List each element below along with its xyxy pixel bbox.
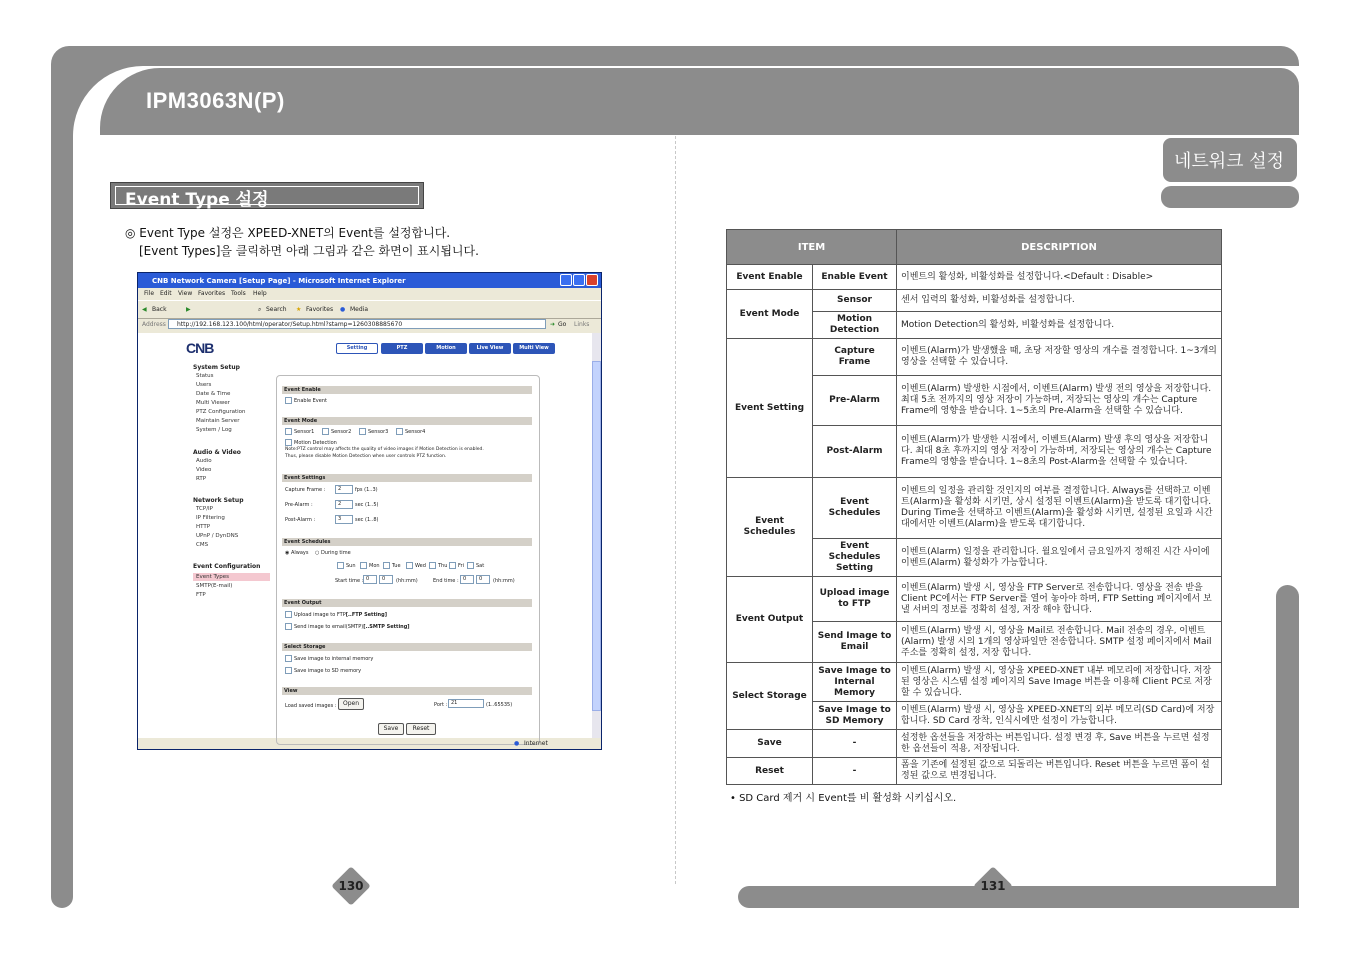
- tab-setting[interactable]: Setting: [336, 343, 378, 354]
- section-title-text: Event Type 설정: [125, 190, 269, 210]
- table-row: Event Schedules Event Schedules 이벤트의 일정을 관리할 것인지의 여부를 결정합니다. Always를 선택하고 이벤트(Alarm)을 활성화 시키면, 상시 설정된 이벤트(Alarm)을 받도록 대기합니다. During Time을 선택하고 이벤트(Alarm)을 활성화 시키면, 설정된 요일과 시간대에서만 이벤트(Alarm)을 받도록 대기합니다.: [727, 478, 1222, 539]
- post-alarm-label: Post-Alarm :: [285, 517, 316, 523]
- menu-item[interactable]: PTZ Configuration: [196, 409, 246, 415]
- day-wed[interactable]: Wed: [406, 562, 426, 569]
- header-description: DESCRIPTION: [897, 230, 1222, 265]
- links-label[interactable]: Links: [574, 321, 590, 328]
- start-minute-input[interactable]: 0: [379, 575, 393, 584]
- status-bar: [138, 739, 601, 749]
- maximize-icon[interactable]: [573, 274, 585, 286]
- port-label: Port :: [434, 702, 448, 708]
- spec-table: [726, 229, 1222, 785]
- sensor3-checkbox[interactable]: Sensor3: [359, 428, 388, 435]
- event-output-header: Event Output: [282, 599, 532, 607]
- day-fri[interactable]: Fri: [449, 562, 464, 569]
- menu-tools[interactable]: Tools: [231, 290, 246, 297]
- browser-toolbar: [138, 300, 601, 319]
- forward-icon[interactable]: ▶: [186, 306, 191, 313]
- address-input[interactable]: http://192.168.123.100/html/operator/Setup.html?stamp=1260308885670: [168, 319, 546, 329]
- view-header: View: [282, 687, 532, 695]
- menu-item[interactable]: Maintain Server: [196, 418, 240, 424]
- table-row: Send Image to Email 이벤트(Alarm) 발생 시, 영상을 Mail로 전송합니다. Mail 전송의 경우, 이벤트(Alarm) 발생 시의 1개의 영상파일만 전송합니다. SMTP 설정 페이지에서 Mail 주소를 정확히 설정, 저장 합니다.: [727, 622, 1222, 663]
- ptz-note-1: Note:PTZ control may affects the quality of video images if Motion Detection is enabled.: [285, 447, 484, 452]
- menu-group-audio-video: Audio & Video: [193, 449, 241, 456]
- header-item: ITEM: [727, 230, 897, 265]
- port-range: (1..65535): [486, 702, 513, 708]
- chapter-tab-label: 네트워크 설정: [1174, 151, 1285, 172]
- right-frame-bar: [1276, 585, 1299, 908]
- menu-item[interactable]: Users: [196, 382, 212, 388]
- table-header-row: [727, 230, 1222, 265]
- pre-alarm-unit: sec (1..5): [355, 502, 379, 508]
- address-bar: Address http://192.168.123.100/html/operator/Setup.html?stamp=1260308885670 ➜ Go Links: [142, 321, 590, 328]
- bottom-frame-bar: [738, 886, 1299, 908]
- pre-alarm-select[interactable]: 2: [335, 500, 353, 509]
- sensor4-checkbox[interactable]: Sensor4: [396, 428, 425, 435]
- go-button[interactable]: Go: [558, 321, 567, 328]
- media-icon[interactable]: ●: [340, 306, 346, 313]
- table-row: Select Storage Save Image to Internal Memory 이벤트(Alarm) 발생 시, 영상을 XPEED-XNET 내부 메모리에 저장합니다. 저장된 영상은 시스템 설정 페이지의 Save Image 버튼을 이용해 Client PC로 저장 할 수 있습니다.: [727, 663, 1222, 702]
- page-scrollbar[interactable]: [592, 333, 601, 738]
- day-sat[interactable]: Sat: [467, 562, 484, 569]
- capture-frame-unit: fps (1..3): [355, 487, 378, 493]
- select-storage-header: Select Storage: [282, 643, 532, 651]
- port-input[interactable]: 21: [448, 699, 484, 708]
- table-row: Event Schedules Setting 이벤트(Alarm) 일정을 관리합니다. 월요일에서 금요일까지 정해진 시간 사이에 이벤트(Alarm) 활성화가 가능합니다.: [727, 539, 1222, 577]
- sensor1-checkbox[interactable]: Sensor1: [285, 428, 314, 435]
- upload-ftp-checkbox[interactable]: Upload image to FTP[..FTP Setting]: [285, 611, 387, 618]
- tab-ptz[interactable]: PTZ: [381, 343, 423, 354]
- smtp-setting-link: [..SMTP Setting]: [363, 624, 410, 630]
- form-save-button[interactable]: Save: [378, 723, 404, 735]
- always-radio[interactable]: ◉ Always: [285, 550, 309, 556]
- menu-view[interactable]: View: [178, 290, 193, 297]
- menu-item[interactable]: IP Filtering: [196, 515, 225, 521]
- enable-event-checkbox[interactable]: Enable Event: [285, 397, 327, 404]
- menu-item[interactable]: Video: [196, 467, 212, 473]
- go-icon[interactable]: ➜: [550, 321, 556, 328]
- menu-item[interactable]: SMTP(E-mail): [196, 583, 233, 589]
- start-hhmm: (hh:mm): [396, 578, 418, 584]
- save-internal-checkbox[interactable]: Save image to internal memory: [285, 655, 373, 662]
- table-row: Reset - 폼을 기존에 설정된 값으로 되돌리는 버튼입니다. Reset 버튼을 누르면 폼이 설정된 값으로 변경됩니다.: [727, 758, 1222, 785]
- table-row: Post-Alarm 이벤트(Alarm)가 발생한 시점에서, 이벤트(Alarm) 발생 후의 영상을 저장합니다. 최대 8초 후까지의 영상 저장이 가능하며, 저장되는 영상의 개수는 Capture Frame의 영향을 받습니다. 1~8초의 Post-Alarm을 선택할 수 있습니다.: [727, 426, 1222, 478]
- tab-live-view[interactable]: Live View: [469, 343, 511, 354]
- sensor2-checkbox[interactable]: Sensor2: [322, 428, 351, 435]
- post-alarm-select[interactable]: 3: [335, 515, 353, 524]
- menu-item[interactable]: HTTP: [196, 524, 211, 530]
- menu-item[interactable]: System / Log: [196, 427, 232, 433]
- tab-motion[interactable]: Motion: [425, 343, 467, 354]
- internet-zone-icon: ●: [514, 740, 520, 747]
- menu-item[interactable]: RTP: [196, 476, 207, 482]
- menu-item[interactable]: UPnP / DynDNS: [196, 533, 239, 539]
- load-saved-label: Load saved images :: [285, 703, 337, 709]
- table-row: Motion Detection Motion Detection의 활성화, 비활성화를 설정합니다.: [727, 312, 1222, 339]
- menu-item-event-types[interactable]: Event Types: [196, 574, 230, 580]
- menu-help[interactable]: Help: [253, 290, 267, 297]
- event-enable-header: Event Enable: [282, 386, 532, 394]
- menu-item[interactable]: Status: [196, 373, 214, 379]
- table-row: Save Image to SD Memory 이벤트(Alarm) 발생 시, 영상을 XPEED-XNET의 외부 메모리(SD Card)에 저장합니다. SD Card 장착, 인식시에만 설정이 가능합니다.: [727, 702, 1222, 730]
- end-time-label: End time :: [433, 578, 459, 584]
- end-hhmm: (hh:mm): [493, 578, 515, 584]
- day-sun[interactable]: Sun: [337, 562, 356, 569]
- menu-favorites[interactable]: Favorites: [198, 290, 226, 297]
- document-title: IPM3063N(P): [146, 88, 285, 113]
- ftp-setting-link: [..FTP Setting]: [345, 612, 387, 618]
- page-number-left: 130: [338, 879, 364, 893]
- ptz-note-2: Thus, please disable Motion Detection when user controls PTZ function.: [285, 454, 447, 459]
- form-reset-button[interactable]: Reset: [406, 723, 436, 735]
- table-row: Event Mode Sensor 센서 입력의 활성화, 비활성화를 설정합니다.: [727, 290, 1222, 312]
- favorites-button[interactable]: Favorites: [306, 306, 334, 313]
- tab-multi-view[interactable]: Multi View: [513, 343, 555, 354]
- table-row: Save - 설정한 옵션들을 저장하는 버튼입니다. 설정 변경 후, Save 버튼을 누르면 설정한 옵션들이 적용, 저장됩니다.: [727, 730, 1222, 758]
- capture-frame-select[interactable]: 2: [335, 485, 353, 494]
- event-schedules-header: Event Schedules: [282, 538, 532, 546]
- day-tue[interactable]: Tue: [383, 562, 401, 569]
- end-minute-input[interactable]: 0: [476, 575, 490, 584]
- during-time-radio[interactable]: ○ During time: [315, 550, 351, 556]
- save-sd-checkbox[interactable]: Save image to SD memory: [285, 667, 361, 674]
- window-titlebar: CNB Network Camera [Setup Page] - Microsoft Internet Explorer: [138, 273, 601, 288]
- post-alarm-unit: sec (1..8): [355, 517, 379, 523]
- event-settings-header: Event Settings: [282, 474, 532, 482]
- menu-bar: [138, 288, 601, 299]
- end-hour-input[interactable]: 0: [460, 575, 474, 584]
- open-button[interactable]: Open: [338, 698, 364, 710]
- menu-item[interactable]: CMS: [196, 542, 209, 548]
- menu-item[interactable]: Multi Viewer: [196, 400, 230, 406]
- motion-detection-checkbox[interactable]: Motion Detection: [285, 439, 337, 446]
- search-icon[interactable]: ⌕: [258, 306, 262, 313]
- close-icon[interactable]: [586, 274, 598, 286]
- menu-edit[interactable]: Edit: [160, 290, 172, 297]
- status-text: Internet: [524, 740, 548, 747]
- table-row: Event Output Upload image to FTP 이벤트(Alarm) 발생 시, 영상을 FTP Server로 전송합니다. 영상을 전송 받을 Client PC에서는 FTP Server를 열어 놓아야 하며, FTP Setting 페이지에서 보낼 서버의 정보를 정확히 설정, 저장 해야 합니다.: [727, 577, 1222, 622]
- menu-item[interactable]: Date & Time: [196, 391, 231, 397]
- start-hour-input[interactable]: 0: [363, 575, 377, 584]
- day-mon[interactable]: Mon: [360, 562, 380, 569]
- menu-item[interactable]: Audio: [196, 458, 212, 464]
- send-email-checkbox[interactable]: Send image to email(SMTP)[..SMTP Setting]: [285, 623, 410, 630]
- menu-item[interactable]: FTP: [196, 592, 206, 598]
- menu-group-system: System Setup: [193, 364, 240, 371]
- event-type-form: [276, 375, 540, 745]
- table-row: Event Setting Capture Frame 이벤트(Alarm)가 발생했을 때, 초당 저장할 영상의 개수를 결정합니다. 1~3개의 영상을 선택할 수 있습니다.: [727, 339, 1222, 376]
- back-button[interactable]: Back: [152, 306, 167, 313]
- search-button[interactable]: Search: [266, 306, 287, 313]
- left-frame-bar: [51, 100, 73, 908]
- day-thu[interactable]: Thu: [429, 562, 447, 569]
- menu-item[interactable]: TCP/IP: [196, 506, 213, 512]
- favorites-icon[interactable]: ★: [296, 306, 302, 313]
- intro-line-1: ◎ Event Type 설정은 XPEED-XNET의 Event를 설정합니다.: [125, 226, 451, 240]
- page-divider: [675, 136, 676, 884]
- event-mode-header: Event Mode: [282, 417, 532, 425]
- table-row: Event Enable Enable Event 이벤트의 활성화, 비활성화를 설정합니다.<Default : Disable>: [727, 265, 1222, 290]
- pre-alarm-label: Pre-Alarm :: [285, 502, 313, 508]
- intro-line-2: [Event Types]을 클릭하면 아래 그림과 같은 화면이 표시됩니다.: [139, 244, 479, 258]
- setup-page: [138, 333, 592, 738]
- browser-screenshot: [137, 272, 602, 750]
- section-title: [110, 182, 424, 209]
- sd-card-note: • SD Card 제거 시 Event를 비 활성화 시키십시오.: [730, 793, 957, 804]
- back-icon[interactable]: ◀: [142, 306, 147, 313]
- page-number-right: 131: [980, 879, 1006, 893]
- cnb-logo: CNB: [186, 340, 214, 356]
- minimize-icon[interactable]: [560, 274, 572, 286]
- media-button[interactable]: Media: [350, 306, 369, 313]
- menu-group-event: Event Configuration: [193, 563, 261, 570]
- table-row: Pre-Alarm 이벤트(Alarm) 발생한 시점에서, 이벤트(Alarm) 발생 전의 영상을 저장합니다. 최대 5초 전까지의 영상 저장이 가능하며, 저장되는 영상의 개수는 Capture Frame에 영향을 받습니다. 1~5초의 Pre-Alarm을 선택할 수 있습니다.: [727, 376, 1222, 426]
- capture-frame-label: Capture Frame :: [285, 487, 326, 493]
- menu-file[interactable]: File: [144, 290, 155, 297]
- start-time-label: Start time :: [335, 578, 364, 584]
- menu-group-network: Network Setup: [193, 497, 244, 504]
